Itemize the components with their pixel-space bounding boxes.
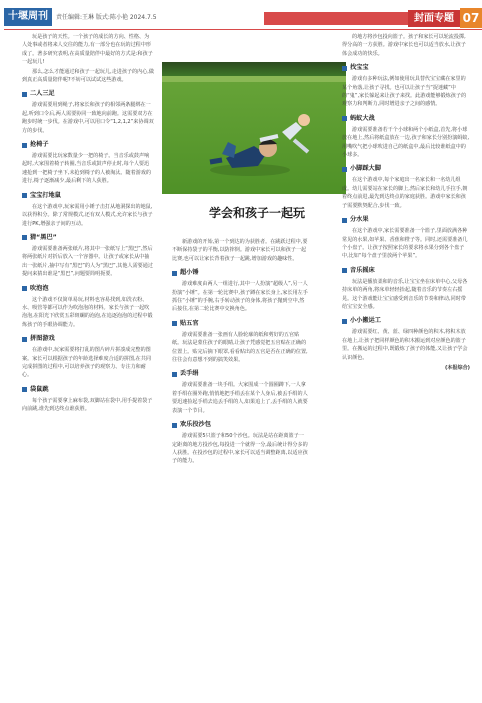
section-heading bbox=[22, 335, 154, 343]
heading-text: 二人三足 bbox=[30, 90, 55, 98]
heading-text: 吹泡泡 bbox=[30, 284, 49, 292]
heading-text: 袋鼠跳 bbox=[30, 385, 49, 393]
heading-text: 猜“黑巴” bbox=[30, 233, 57, 241]
heading-square-icon bbox=[22, 387, 27, 392]
section-heading bbox=[172, 320, 308, 328]
section-heading bbox=[342, 64, 470, 72]
section-tag: 封面专题 bbox=[408, 10, 460, 27]
intro-paragraph: 那么,怎么才能通过和孩子一起玩儿,走进孩子的内心,做到真正高质量陪伴呢?不妨可以试试这些游戏。 bbox=[22, 68, 154, 84]
text-column-3 bbox=[342, 33, 470, 699]
section-text: 游戏有多种玩法,例如使用玩具替代宝宝藏在家里的某个角落,让孩子寻找。也可以让孩子当“捉迷藏”中的“鬼”,家长躲起来让孩子来找。此游戏能够锻炼孩子的观察力和判断力,同时增进亲子之间的感情。 bbox=[342, 76, 467, 108]
heading-text: 丢手绢 bbox=[180, 370, 199, 378]
heading-square-icon bbox=[172, 271, 177, 276]
section-text: 游戏需要5只篮子和50个沙包。玩法是站在距离篮子一定距离的地方投沙包,每投进一个就得一分,最后统计得分多的人获胜。在投沙包的过程中,家长可以适当调整距离,以适应孩子的能力。 bbox=[172, 433, 308, 465]
heading-square-icon bbox=[22, 143, 27, 148]
heading-square-icon bbox=[22, 286, 27, 291]
heading-square-icon bbox=[22, 92, 27, 97]
section-text: 新游戏的开始,第一个到达的为获胜者。在跳跃过程中,要不断保持袋子的平衡,以防摔倒。游戏中家长可以和孩子一起比赛,也可以让家长背着孩子一起跳,增加游戏的趣味性。 bbox=[172, 239, 308, 262]
section-text: 每个孩子需要拿上麻布袋,双脚站在袋中,用手提着袋子向前跳,谁先到达终点谁获胜。 bbox=[22, 397, 153, 413]
section-text: 游戏需要用到绳子,将家长和孩子的相邻两条腿绑在一起,听到口令后,两人需要协同一致地向前跑。这需要双方在跑步时统一步伐。在游戏中,可以用口令“1,2,1,2”来协调双方的步伐。 bbox=[22, 102, 154, 134]
newspaper-logo: 十堰周刊 bbox=[4, 8, 52, 26]
page-number: 07 bbox=[460, 8, 482, 28]
section-text: 游戏需要红、黄、蓝、绿四种颜色的积木,将积木放在地上,让孩子把同样颜色的积木搬运到对应颜色的篮子里。在搬运的过程中,既锻炼了孩子的体能,又让孩子学会认识颜色。 bbox=[342, 329, 468, 361]
section-heading bbox=[22, 234, 154, 242]
section-heading bbox=[342, 216, 470, 224]
heading-text: 蚂蚁大战 bbox=[350, 114, 375, 122]
heading-square-icon bbox=[22, 235, 27, 240]
section-text: 这个游戏不仅简单易玩,材料也容易找到,如洗衣粉、水、吸管等都可以作为吹泡泡的材料。家长与孩子一起吹泡泡,在阳光下欣赏五彩斑斓的泡泡,在追逐泡泡的过程中锻炼孩子的手眼协调能力。 bbox=[22, 296, 153, 328]
heading-text: 超小锤 bbox=[180, 269, 199, 277]
section-heading bbox=[342, 317, 470, 325]
heading-square-icon bbox=[22, 193, 27, 198]
section-text: 在这个游戏中,每个家庭出一名家长和一名幼儿组成。幼儿需要站在家长的脚上,然后家长和幼儿手拉手,朝着终点前进,最先到达终点的家庭获胜。游戏中家长和孩子需要默契配合,步伐一致。 bbox=[342, 177, 468, 209]
section-text: 在这个游戏中,玩家需用小锤子击打从地洞探出的地鼠,以获得积分。除了常规模式,还有双人模式,允许家长与孩子进行PK,增强亲子间的互动。 bbox=[22, 203, 153, 227]
intro-paragraph: 玩是孩子的天性。一个孩子的成长的方向、性格、为人处事或者将来人交往的能力,有一部分也在玩的过程中形成了。著多研究表明,在高质量陪伴中最好的方式是:和孩子一起玩儿! bbox=[22, 34, 153, 66]
article-title: 学会和孩子一起玩 bbox=[208, 206, 305, 220]
heading-square-icon bbox=[342, 66, 347, 71]
source-note: (本报综合) bbox=[444, 364, 470, 371]
heading-square-icon bbox=[172, 372, 177, 377]
heading-square-icon bbox=[172, 423, 177, 428]
heading-text: 欢乐投沙包 bbox=[180, 421, 211, 429]
heading-text: 抢椅子 bbox=[30, 141, 49, 149]
section-heading bbox=[172, 370, 308, 378]
heading-text: 分水果 bbox=[350, 216, 369, 224]
section-heading bbox=[342, 267, 470, 275]
heading-text: 音乐摇床 bbox=[350, 266, 375, 274]
section-heading bbox=[22, 192, 154, 200]
section-heading bbox=[172, 421, 308, 429]
header-red-bar bbox=[264, 12, 408, 25]
father-child-photo bbox=[162, 62, 346, 194]
section-text: 玩法是播放柔和的音乐,让宝宝坐在床单中心,父母各持床单的两角,将床单轻轻抬起,随着音乐的节奏左右摇晃。这个游戏能让宝宝感受到音乐的节奏和律动,同时带给宝宝安全感。 bbox=[342, 278, 468, 310]
heading-square-icon bbox=[22, 337, 27, 342]
section-heading bbox=[22, 386, 154, 394]
editor-credits: 责任编辑:王琳 版式:陈小艳 2024.7.5 bbox=[56, 14, 157, 21]
section-text: 游戏需要比玩家数量少一把的椅子。当音乐或鼓声响起时,大家围着椅子转圈,当音乐或鼓声停止时,每个人要迅速抢到一把椅子坐下,未抢到椅子的人被淘汰。随着游戏的进行,椅子逐渐减少,最后剩下的人获胜。 bbox=[22, 153, 151, 185]
section-heading bbox=[22, 141, 154, 149]
section-text: 游戏需要准备一张画有人脸轮廓的纸和剪好的五官贴纸。玩法是蒙住孩子的眼睛,让孩子凭感觉把五官贴在正确的位置上。贴完后摘下眼罩,看看贴出的五官是否在正确的位置,往往会有意想不到的搞笑效果。 bbox=[172, 331, 308, 364]
heading-square-icon bbox=[342, 116, 347, 121]
section-text: 的地方将沙包投向篮子。孩子和家长可以轮流投掷,得分高的一方获胜。游戏中家长也可以适当放水,让孩子体会成功的快乐。 bbox=[342, 34, 466, 57]
photo-illustration bbox=[162, 62, 346, 194]
heading-text: 宝宝打地鼠 bbox=[30, 191, 61, 199]
section-text: 游戏需要准备两张纸片,将其中一张纸写上“黑巴”,然后将两张纸片对折后放入一个容器中。让孩子或家长从中抽出一张纸片,抽中写有“黑巴”的人为“黑巴”,其他人需要通过提问来猜出谁是“黑巴”,问题要简明扼要。 bbox=[22, 245, 153, 278]
header-rule bbox=[4, 29, 482, 30]
heading-square-icon bbox=[342, 167, 347, 172]
text-column-2 bbox=[172, 238, 308, 698]
section-text: 游戏需要准备若干个小球和两个小纸盒,首先,将小球放在地上,然后将纸盒放在一边,孩子和家长分别扮演蚂蚁,用嘴吹气把小球吹进自己的纸盒中,最后比较谁纸盒中的小球多。 bbox=[342, 126, 470, 159]
section-text: 在这个游戏中,家长需要准备一个篮子,里面放满各种常见的水果,如苹果、香蕉和橙子等。同时,还需要准备几个小盘子。让孩子按照家长的要求将水果分到各个盘子中,比如“每个盘子里放两个苹果”。 bbox=[342, 228, 468, 260]
heading-square-icon bbox=[172, 321, 177, 326]
heading-text: 找宝宝 bbox=[350, 64, 369, 72]
heading-square-icon bbox=[342, 218, 347, 223]
section-text: 游戏需要准备一块手绢。大家围成一个圆圈蹲下,一人拿着手绢在圈外跑,悄悄地把手绢丢在某个人身后,被丢手绢的人要迅速捡起手绢去追丢手绢的人,如果追上了,丢手绢的人就要表演一个节目。 bbox=[172, 382, 308, 414]
section-heading bbox=[22, 90, 154, 98]
section-heading bbox=[172, 269, 308, 277]
text-column-1 bbox=[22, 33, 154, 699]
heading-square-icon bbox=[342, 268, 347, 273]
heading-text: 小小搬运工 bbox=[350, 317, 381, 325]
section-heading bbox=[22, 285, 154, 293]
heading-square-icon bbox=[342, 319, 347, 324]
section-text: 在游戏中,玩家需要将打乱的图片碎片拼凑成完整的图案。家长可以根据孩子的年龄选择难度合适的拼图,在共同完成拼图的过程中,可以培养孩子的观察力、专注力和耐心。 bbox=[22, 347, 151, 379]
page-header bbox=[0, 0, 482, 30]
section-heading bbox=[342, 115, 470, 123]
heading-text: 拼图游戏 bbox=[30, 335, 55, 343]
heading-text: 贴五官 bbox=[180, 319, 199, 327]
heading-text: 小脚踩大脚 bbox=[350, 165, 381, 173]
section-text: 游戏难度由两人一组进行,其中一人扮演“超级人”,另一人扮演“小锤”。在第一轮比赛中,孩子蹲在家长身上,家长用左手抓住“小锤”的手腕,右手转动孩子的身体,将孩子抛到空中,然后接住,在第二轮比赛中交换角色。 bbox=[172, 281, 308, 313]
section-heading bbox=[342, 165, 470, 173]
